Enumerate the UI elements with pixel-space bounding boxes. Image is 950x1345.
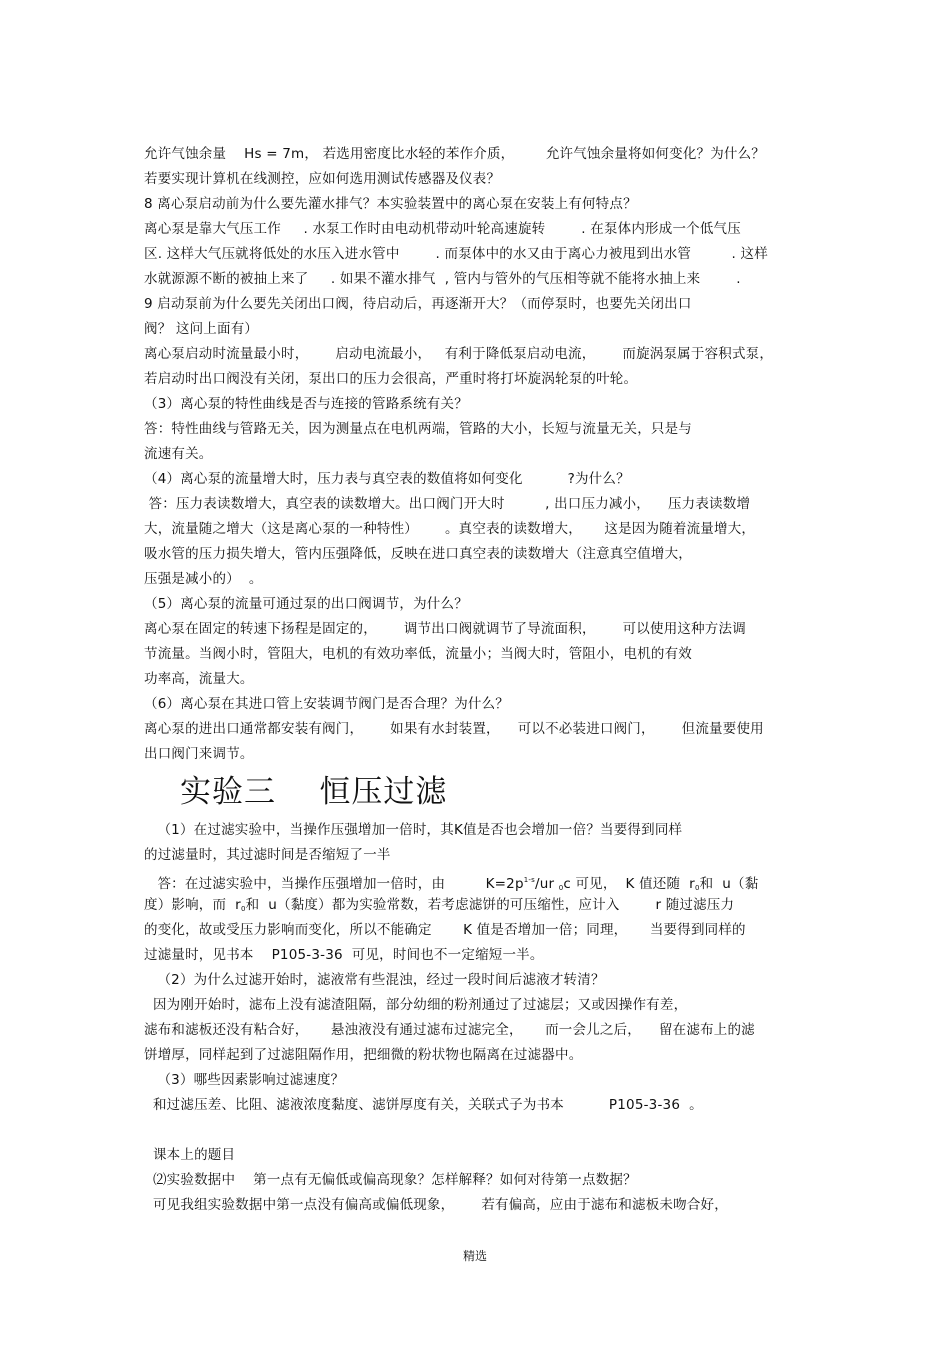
question-9: 9 启动泵前为什么要先关闭出口阀，待启动后，再逐渐开大？（而停泵时，也要先关闭出口 — [144, 296, 692, 312]
text-line: 答：压力表读数增大，真空表的读数增大。出口阀门开大时 , 出口压力减小， 压力表读数增 — [144, 496, 751, 512]
filter-question-1: （1）在过滤实验中，当操作压强增加一倍时，其K值是否也会增加一倍？当要得到同样 — [144, 822, 683, 838]
question-5: （5）离心泵的流量可通过泵的出口阀调节，为什么？ — [144, 596, 468, 612]
text-line: 功率高，流量大。 — [144, 671, 254, 687]
text-line: 压强是减小的） 。 — [144, 571, 263, 587]
text-line: 滤布和滤板还没有粘合好， 悬浊液没有通过滤布过滤完全， 而一会儿之后， 留在滤布上的滤 — [144, 1022, 755, 1038]
question-3: （3）离心泵的特性曲线是否与连接的管路系统有关？ — [144, 396, 468, 412]
text-line: 流速有关。 — [144, 446, 213, 462]
text-line: 允许气蚀余量 Hs = 7m， 若选用密度比水轻的苯作介质， 允许气蚀余量将如何变化？为什么？ — [144, 146, 766, 162]
text-line: 出口阀门来调节。 — [144, 746, 254, 762]
text-line: 大，流量随之增大（这是离心泵的一种特性） 。真空表的读数增大， 这是因为随着流量增大， — [144, 521, 756, 537]
text-line: 的过滤量时，其过滤时间是否缩短了一半 — [144, 847, 391, 863]
question-8: 8 离心泵启动前为什么要先灌水排气？本实验装置中的离心泵在安装上有何特点？ — [144, 196, 637, 212]
text-line: 阀？ 这问上面有） — [144, 321, 259, 337]
section-heading: 实验三 恒压过滤 — [180, 774, 448, 810]
text-line: 度）影响，而 $r_0$和 u（黏度）都为实验常数，若考虑滤饼的可压缩性，应计入 r 随过滤压力 — [144, 897, 735, 913]
text-line: 答：特性曲线与管路无关，因为测量点在电机两端，管路的大小，长短与流量无关，只是与 — [144, 421, 692, 437]
text-line: 区. 这样大气压就将低处的水压入进水管中 . 而泵体中的水又由于离心力被甩到出水管 . 这样 — [144, 246, 768, 262]
question-6: （6）离心泵在其进口管上安装调节阀门是否合理？为什么？ — [144, 696, 509, 712]
text-line: 水就源源不断的被抽上来了 . 如果不灌水排气 , 管内与管外的气压相等就不能将水抽上来 . — [144, 271, 741, 287]
text-line: 离心泵的进出口通常都安装有阀门， 如果有水封装置， 可以不必装进口阀门， 但流量要使用 — [144, 721, 764, 737]
text-line: 离心泵启动时流量最小时， 启动电流最小， 有利于降低泵启动电流， 而旋涡泵属于容积式泵， — [144, 346, 774, 362]
text-line: 离心泵在固定的转速下扬程是固定的， 调节出口阀就调节了导流面积， 可以使用这种方法调 — [144, 621, 746, 637]
text-line: 可见我组实验数据中第一点没有偏高或偏低现象， 若有偏高，应由于滤布和滤板未吻合好， — [144, 1197, 728, 1213]
text-line: 和过滤压差、比阻、滤液浓度黏度、滤饼厚度有关，关联式子为书本 P105-3-36 。 — [144, 1097, 703, 1113]
formula-line: 答：在过滤实验中，当操作压强增加一倍时，由 $K=2p^{1-s}/ur$ $_0$c 可见， K 值还随 $r_0$和 u（黏 — [144, 876, 759, 892]
text-line: 因为刚开始时，滤布上没有滤渣阻隔，部分幼细的粉剂通过了过滤层；又或因操作有差， — [144, 997, 688, 1013]
text-line: 的变化，故或受压力影响而变化，所以不能确定 K 值是否增加一倍；同理， 当要得到同样的 — [144, 922, 746, 938]
text-line: 节流量。当阀小时，管阻大，电机的有效功率低，流量小；当阀大时，管阻小，电机的有效 — [144, 646, 692, 662]
filter-question-2: （2）为什么过滤开始时，滤液常有些混浊，经过一段时间后滤液才转清？ — [144, 972, 605, 988]
filter-question-3: （3）哪些因素影响过滤速度？ — [144, 1072, 345, 1088]
text-line: 饼增厚，同样起到了过滤阻隔作用，把细微的粉状物也隔离在过滤器中。 — [144, 1047, 583, 1063]
text-line: 过滤量时，见书本 P105-3-36 可见，时间也不一定缩短一半。 — [144, 947, 544, 963]
text-line: 离心泵是靠大气压工作 . 水泵工作时由电动机带动叶轮高速旋转 . 在泵体内形成一个低气压 — [144, 221, 741, 237]
textbook-question: ⑵实验数据中 第一点有无偏低或偏高现象？怎样解释？如何对待第一点数据？ — [144, 1172, 637, 1188]
page-footer: 精选 — [462, 1249, 487, 1263]
text-line: 若要实现计算机在线测控，应如何选用测试传感器及仪表？ — [144, 171, 501, 187]
text-line: 若启动时出口阀没有关闭，泵出口的压力会很高，严重时将打坏旋涡轮泵的叶轮。 — [144, 371, 638, 387]
question-4: （4）离心泵的流量增大时，压力表与真空表的数值将如何变化 ?为什么？ — [144, 471, 630, 487]
text-line: 吸水管的压力损失增大，管内压强降低，反映在进口真空表的读数增大（注意真空值增大， — [144, 546, 692, 562]
textbook-heading: 课本上的题目 — [144, 1147, 236, 1163]
